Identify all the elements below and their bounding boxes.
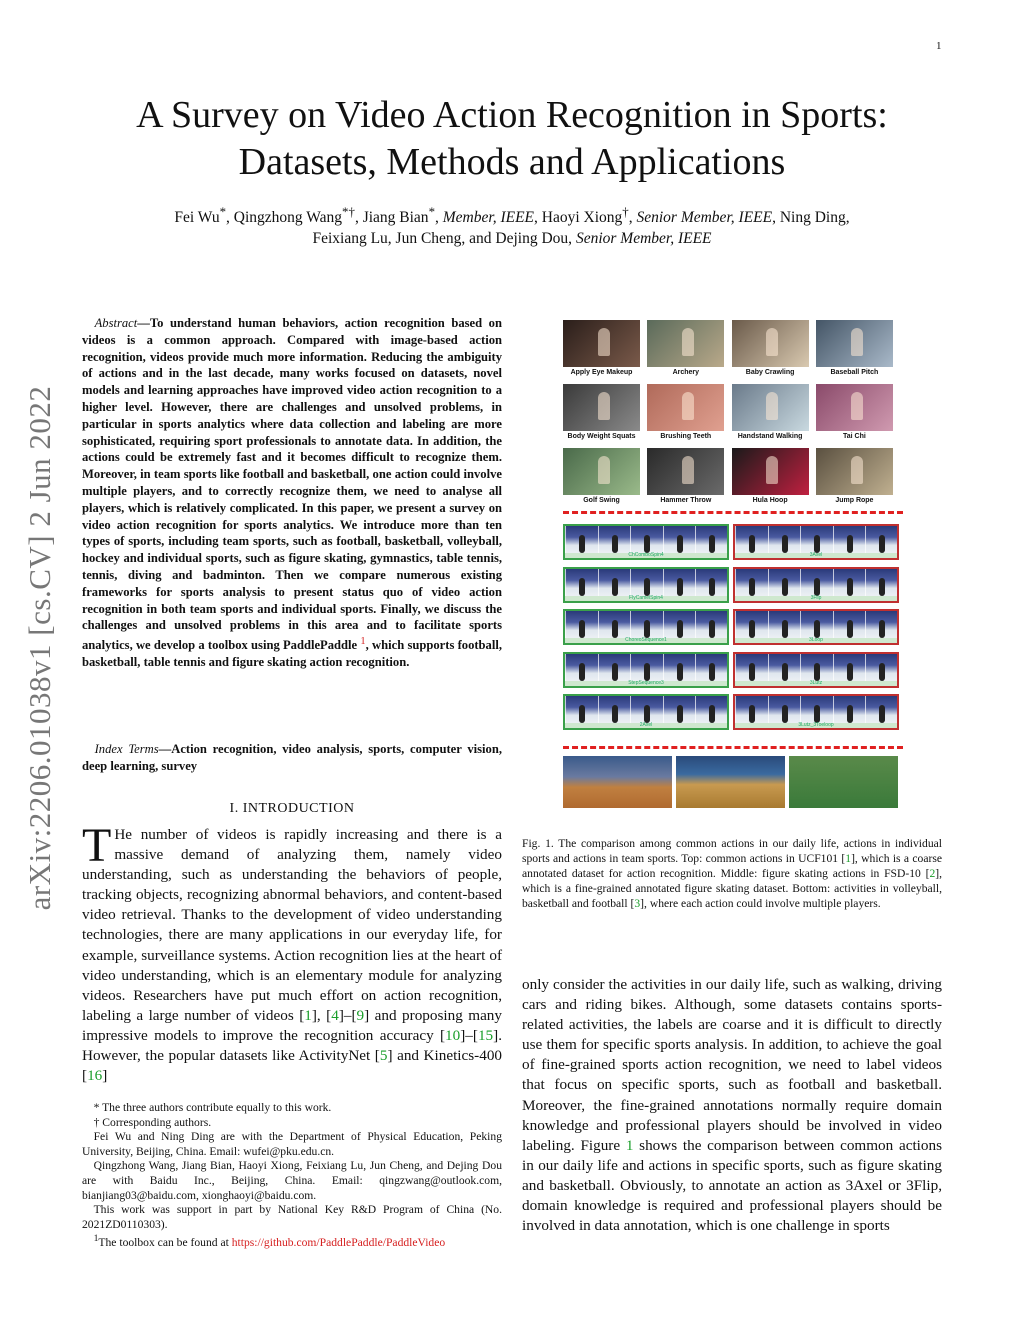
ucf101-tile <box>732 384 809 443</box>
person-silhouette <box>851 456 863 484</box>
action-label: Archery <box>672 369 700 376</box>
ucf101-tile <box>647 320 724 379</box>
author-name: Fei Wu <box>174 209 220 227</box>
skater-figure <box>644 663 650 681</box>
skater-figure <box>709 663 715 681</box>
caption-text: ], which is a coarse annotated dataset for action recognition. Middle: figure skating actions in FSD-10 [ <box>522 852 942 880</box>
skating-sequence <box>563 567 729 603</box>
skater-figure <box>612 535 618 553</box>
citation-link[interactable]: 9 <box>356 1006 365 1024</box>
right-column-text <box>522 975 942 1236</box>
skating-action-label: 3Axel <box>735 553 897 558</box>
person-silhouette <box>851 328 863 356</box>
author-mark: * <box>219 204 227 219</box>
caption-text: ], where each action could involve multiple players. <box>640 897 881 910</box>
action-label: Body Weight Squats <box>567 433 636 440</box>
ucf101-tile <box>647 448 724 507</box>
ucf101-tile <box>563 320 640 379</box>
ucf101-tile <box>732 448 809 507</box>
skater-figure <box>709 535 715 553</box>
action-label: Tai Chi <box>842 433 866 440</box>
author-line-2 <box>60 228 964 249</box>
citation-link[interactable]: 16 <box>87 1067 103 1085</box>
person-silhouette <box>682 456 694 484</box>
action-label: Baseball Pitch <box>830 369 879 376</box>
footnote-mark[interactable]: 1 <box>360 636 366 648</box>
body-text: only consider the activities in our daily life, such as walking, driving cars and riding bikes. Although, some datasets contains sports-related activities, the labels are coarse and it is difficult to directly use them for specific sports analysis. In addition, to achieve the goal of fine-grained sports action recognition, we need to label videos that focus on specific sports, such as football and basketball. Moreover, the fine-grained annotations normally require domain knowledge and professional players should be involved in video labeling. Figure <box>522 976 942 1154</box>
figure-ref-link[interactable]: 1 <box>625 1136 634 1154</box>
author-name: Ning Ding, <box>779 209 850 227</box>
skating-sequence <box>733 652 899 688</box>
author-name: Jiang Bian <box>362 209 429 227</box>
skater-figure <box>612 620 618 638</box>
skater-figure <box>782 620 788 638</box>
skater-figure <box>579 663 585 681</box>
skater-figure <box>749 705 755 723</box>
skater-figure <box>879 578 885 596</box>
skating-action-label: StepSequence3 <box>565 681 727 686</box>
skating-action-label: 3Lutz <box>735 681 897 686</box>
skater-figure <box>847 620 853 638</box>
action-thumbnail <box>647 384 724 431</box>
intro-text: ]–[ <box>338 1006 357 1024</box>
footnote: Qingzhong Wang, Jiang Bian, Haoyi Xiong, Feixiang Lu, Jun Cheng, and Dejing Dou are with Baidu Inc., Beijing, China. Email: qingzwang@outlook.com, bianjiang03@baidu.com, xionghaoyi@baidu.com. <box>82 1159 502 1202</box>
ucf101-tile <box>816 320 893 379</box>
citation-link[interactable]: 15 <box>477 1026 494 1044</box>
action-thumbnail <box>563 320 640 367</box>
index-terms-dash: — <box>158 742 172 756</box>
footnote <box>82 1232 502 1250</box>
author-name: Haoyi Xiong <box>541 209 623 227</box>
skater-figure <box>879 663 885 681</box>
intro-text: ] <box>102 1067 108 1085</box>
action-label: Brushing Teeth <box>660 433 712 440</box>
action-thumbnail <box>732 320 809 367</box>
intro-text: ] and Kinetics-400 [ <box>82 1047 503 1085</box>
dashed-divider <box>563 511 903 514</box>
person-silhouette <box>598 456 610 484</box>
author-line-1: Fei Wu*, Qingzhong Wang*†, Jiang Bian*, Member, IEEE, Haoyi Xiong†, Senior Member, IEEE, Ning Ding, <box>174 204 850 227</box>
skater-figure <box>579 535 585 553</box>
page-number: 1 <box>936 40 942 52</box>
index-terms <box>82 741 502 775</box>
abstract-text-end: , which supports football, basketball, table tennis and figure skating action recognition. <box>82 638 503 670</box>
skater-figure <box>749 535 755 553</box>
skating-sequence <box>733 609 899 645</box>
skater-figure <box>847 663 853 681</box>
citation-link[interactable]: 1 <box>845 852 852 865</box>
abstract-dash: — <box>137 316 150 330</box>
person-silhouette <box>682 392 694 420</box>
skater-figure <box>677 705 683 723</box>
abstract-text: To understand human behaviors, action recognition based on videos is a common approach. Compared with image-based action recognition, videos provide much more information. Reducing the ambiguity of actions and in the last decade, many works focused on datasets, novel models and learning approaches have improved video action recognition to a higher level. However, there are challenges and unsolved problems, in particular in sports analytics where data collection and labeling are more sophisticated, requiring sport professionals to annotate data. In addition, the actions could be extremely fast and it becomes difficult to recognize them. Moreover, in team sports like football and basketball, one action could involve multiple players, and to correctly recognize them, we need to analyse all players, which is relatively complicated. In this paper, we present a survey on video action recognition for sports analytics. We introduce more than ten types of sports, including team sports, such as football, basketball, volleyball, hockey and individual sports, such as figure skating, gymnastics, table tennis, tennis, diving and badminton. Then we compare numerous existing frameworks for sports analysis to present status quo of video action recognition in both team sports and individual sports. Finally, we discuss the challenges and unsolved problems in this area and to facilitate sports analytics, we develop a toolbox using PaddlePaddle <box>82 316 502 653</box>
action-thumbnail <box>816 384 893 431</box>
citation-link[interactable]: 5 <box>379 1047 388 1065</box>
author-role: Senior Member, IEEE <box>636 209 773 227</box>
index-terms-lead: Index Terms <box>94 742 159 756</box>
skater-figure <box>814 663 820 681</box>
abstract <box>82 315 502 671</box>
skating-action-label: ChoreoSequence1 <box>565 638 727 643</box>
volleyball-thumbnail <box>563 756 672 808</box>
action-label: Apply Eye Makeup <box>570 369 633 376</box>
action-thumbnail <box>816 448 893 495</box>
person-silhouette <box>598 328 610 356</box>
skater-figure <box>814 705 820 723</box>
skater-figure <box>847 578 853 596</box>
action-label: Golf Swing <box>583 497 620 504</box>
author-role: Senior Member, IEEE <box>575 230 712 248</box>
skater-figure <box>782 535 788 553</box>
caption-text: ], which is a fine-grained annotated figure skating dataset. Bottom: activities in volleyball, basketball and football [ <box>522 867 942 910</box>
action-thumbnail <box>563 384 640 431</box>
ucf101-tile <box>816 448 893 507</box>
intro-text: ], [ <box>311 1006 332 1024</box>
author-name: Qingzhong Wang <box>233 209 343 227</box>
ucf101-tile <box>732 320 809 379</box>
author-mark: *† <box>342 204 355 219</box>
skater-figure <box>579 620 585 638</box>
section-heading: I. INTRODUCTION <box>229 801 355 816</box>
arxiv-id: arXiv:2206.01038v1 [cs.CV] 2 Jun 2022 <box>22 385 57 910</box>
author-list <box>60 201 964 249</box>
abstract-lead: Abstract <box>94 316 138 330</box>
skating-sequence <box>563 524 729 560</box>
skater-figure <box>749 578 755 596</box>
action-thumbnail <box>647 448 724 495</box>
title-line-1: A Survey on Video Action Recognition in Sports: <box>136 94 888 136</box>
skating-sequence <box>733 567 899 603</box>
intro-text: He number of videos is rapidly increasing and there is a massive demand of analyzing them, namely video understanding, such as understanding the behaviors of people, tracking objects, recognizing abnormal behaviors, and content-based video retrieval. Thanks to the development of video understanding technologies, there are many applications in our everyday life, for example, surveillance systems. Action recognition lies at the heart of video understanding, which is an elementary module for analyzing videos. Researchers have put much effort on action recognition, labeling a large number of videos [ <box>82 826 502 1024</box>
figure-1 <box>563 320 903 815</box>
action-label: Handstand Walking <box>737 433 803 440</box>
football-thumbnail <box>789 756 898 808</box>
action-label: Jump Rope <box>835 497 874 504</box>
skating-action-label: 3Lutz_3Toeloop <box>735 723 897 728</box>
footnote-text: The toolbox can be found at <box>98 1236 232 1250</box>
skater-figure <box>847 705 853 723</box>
citation-link[interactable]: 1 <box>304 1006 312 1024</box>
footnotes <box>82 1101 502 1251</box>
action-label: Hammer Throw <box>660 497 712 504</box>
skater-figure <box>677 620 683 638</box>
caption-text: Fig. 1. The comparison among common actions in our daily life, actions in individual sports and actions in team sports. Top: common actions in UCF101 [ <box>522 837 942 865</box>
skater-figure <box>749 620 755 638</box>
ucf101-tile <box>816 384 893 443</box>
footnote-mark: 1 <box>93 1233 99 1245</box>
skater-figure <box>612 663 618 681</box>
intro-text: ]. However, the popular datasets like ActivityNet [ <box>82 1026 502 1065</box>
paper-title <box>60 92 964 186</box>
skater-figure <box>709 578 715 596</box>
skating-sequence <box>733 524 899 560</box>
author-names: Feixiang Lu, Jun Cheng, and Dejing Dou, <box>312 230 573 248</box>
skater-figure <box>814 620 820 638</box>
action-thumbnail <box>732 384 809 431</box>
intro-text: ] and proposing many impressive models to improve the recognition accuracy [ <box>82 1006 502 1044</box>
skater-figure <box>879 535 885 553</box>
skating-action-label: 3Loop <box>735 638 897 643</box>
index-terms-text: Action recognition, video analysis, sports, computer vision, deep learning, survey <box>82 742 502 773</box>
skater-figure <box>709 620 715 638</box>
skater-figure <box>579 578 585 596</box>
skating-action-label: 2Axel <box>565 723 727 728</box>
skater-figure <box>579 705 585 723</box>
action-thumbnail <box>732 448 809 495</box>
person-silhouette <box>851 392 863 420</box>
author-mark: † <box>622 204 629 219</box>
skater-figure <box>814 535 820 553</box>
skater-figure <box>782 705 788 723</box>
skater-figure <box>644 705 650 723</box>
skating-action-label: FlyCamelSpin4 <box>565 596 727 601</box>
skater-figure <box>814 578 820 596</box>
skater-figure <box>782 578 788 596</box>
basketball-thumbnail <box>676 756 785 808</box>
skating-sequence <box>733 694 899 730</box>
action-thumbnail <box>816 320 893 367</box>
skater-figure <box>612 578 618 596</box>
skating-sequence <box>563 609 729 645</box>
author-mark: * <box>428 204 436 219</box>
dashed-divider <box>563 746 903 749</box>
skater-figure <box>612 705 618 723</box>
author-role: Member, IEEE <box>442 209 535 227</box>
skater-figure <box>677 578 683 596</box>
arxiv-stamp <box>20 365 60 930</box>
footnote: Fei Wu and Ning Ding are with the Department of Physical Education, Peking University, Beijing, China. Email: wufei@pku.edu.cn. <box>82 1130 502 1158</box>
skater-figure <box>677 535 683 553</box>
action-thumbnail <box>563 448 640 495</box>
skating-action-label: 3Flip <box>735 596 897 601</box>
skater-figure <box>644 578 650 596</box>
citation-link[interactable]: 2 <box>929 867 936 880</box>
action-label: Hula Hoop <box>752 497 788 504</box>
figure-caption <box>522 836 942 911</box>
skating-sequence <box>563 652 729 688</box>
citation-link[interactable]: 4 <box>331 1006 339 1024</box>
skater-figure <box>644 620 650 638</box>
person-silhouette <box>766 456 778 484</box>
skating-action-label: ChComboSpin4 <box>565 553 727 558</box>
person-silhouette <box>766 328 778 356</box>
person-silhouette <box>682 328 694 356</box>
skater-figure <box>677 663 683 681</box>
drop-cap: T <box>82 819 112 872</box>
skater-figure <box>879 705 885 723</box>
intro-paragraph <box>82 819 503 1086</box>
skater-figure <box>749 663 755 681</box>
skater-figure <box>879 620 885 638</box>
person-silhouette <box>598 392 610 420</box>
intro-text: ]–[ <box>460 1026 478 1044</box>
person-silhouette <box>766 392 778 420</box>
ucf101-tile <box>563 448 640 507</box>
title-line-2: Datasets, Methods and Applications <box>238 141 786 183</box>
action-label: Baby Crawling <box>745 369 795 376</box>
citation-link[interactable]: 10 <box>445 1026 461 1044</box>
toolbox-link[interactable]: https://github.com/PaddlePaddle/PaddleVideo <box>231 1236 446 1250</box>
body-text: shows the comparison between common actions in our daily life and actions in specific sports, such as figure skating and basketball. Obviously, to annotate an action as 3Axel or 3Flip, domain knowledge is required and professional players should be involved in data annotation, which is one challenge in sports <box>522 1136 942 1235</box>
action-thumbnail <box>647 320 724 367</box>
footnote: † Corresponding authors. <box>93 1115 212 1129</box>
footnote: * The three authors contribute equally to this work. <box>93 1101 332 1114</box>
footnote: This work was support in part by National Key R&D Program of China (No. 2021ZD0110303). <box>82 1203 502 1231</box>
skater-figure <box>782 663 788 681</box>
skater-figure <box>709 705 715 723</box>
skater-figure <box>644 535 650 553</box>
ucf101-tile <box>563 384 640 443</box>
citation-link[interactable]: 3 <box>634 897 641 910</box>
ucf101-tile <box>647 384 724 443</box>
skating-sequence <box>563 694 729 730</box>
skater-figure <box>847 535 853 553</box>
